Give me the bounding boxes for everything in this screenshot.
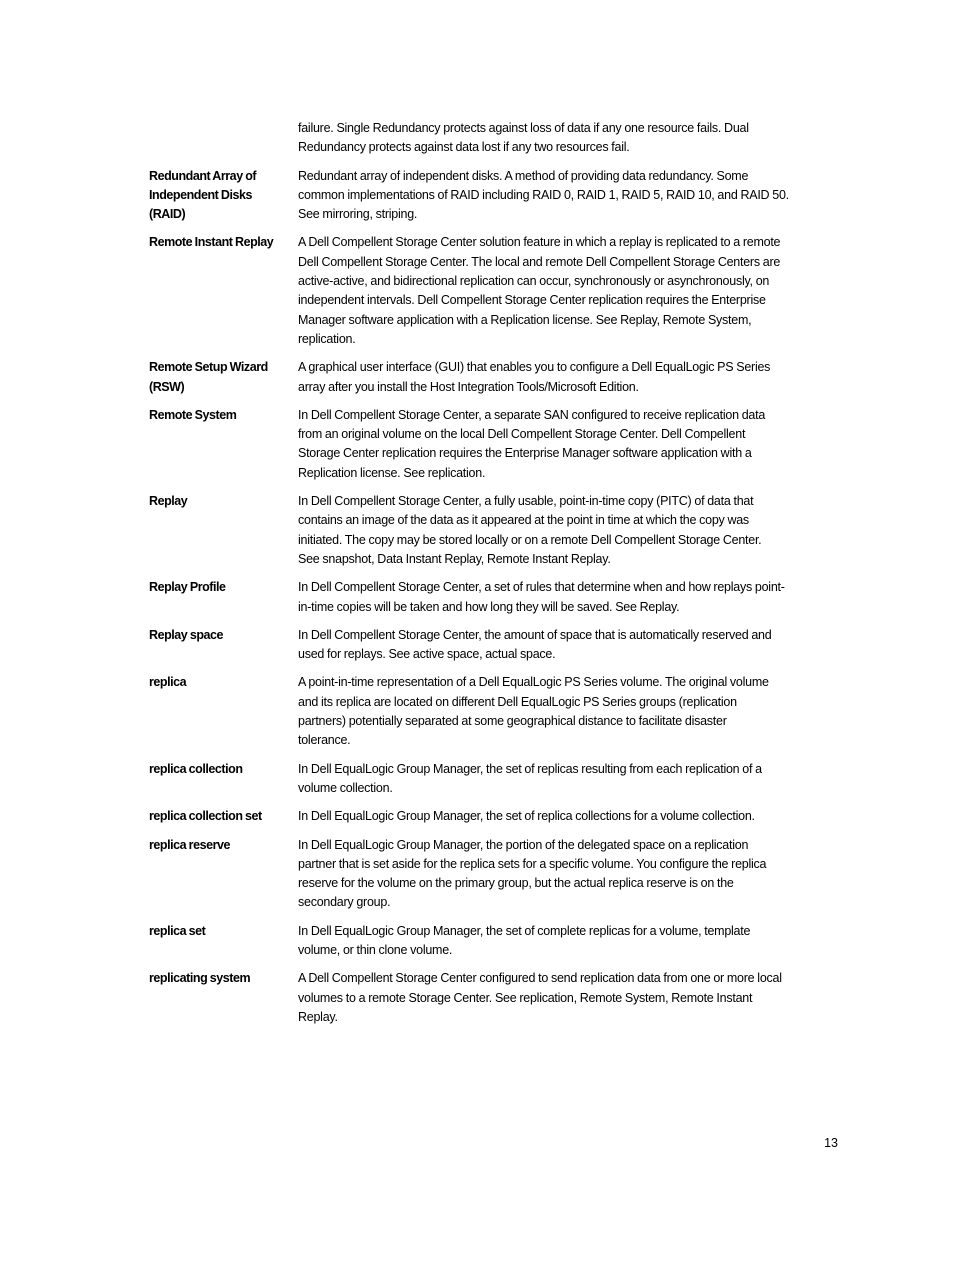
glossary-definition: failure. Single Redundancy protects against loss of data if any one resource fails. Dual Redundancy protects against data lost if any two resources fail. (298, 121, 749, 155)
glossary-definition: In Dell Compellent Storage Center, the amount of space that is automatically reserved and used for replays. See active space, actual space. (298, 627, 772, 662)
glossary-term: Replay space (149, 627, 224, 642)
glossary-definition: In Dell Compellent Storage Center, a set of rules that determine when and how replays point- in-time copies will be taken and how long they will be saved. See Replay. (298, 580, 785, 614)
glossary-definition: A graphical user interface (GUI) that enables you to configure a Dell EqualLogic PS Series array after you install the Host Integration Tools/Microsoft Edition. (298, 360, 771, 394)
glossary-term: Replay (149, 494, 188, 509)
glossary-entry (149, 119, 837, 158)
glossary-definition: In Dell EqualLogic Group Manager, the set of replicas resulting from each replication of a volume collection. (298, 761, 762, 795)
glossary-definition: In Dell Compellent Storage Center, a separate SAN configured to receive replication data from an original volume on the local Dell Compellent Storage Center. Dell Compellent Storage Center replication requires the Enterprise Manager software application with a Replication license. See replication. (298, 407, 766, 480)
glossary-entry (149, 836, 837, 913)
glossary-entry (149, 760, 837, 799)
page-number: 13 (824, 1136, 838, 1150)
glossary-definition: A point-in-time representation of a Dell EqualLogic PS Series volume. The original volume and its replica are located on different Dell EqualLogic PS Series groups (replication partners) potentially separated at some geographical distance to facilitate disaster tolerance. (298, 675, 769, 748)
glossary-entry (149, 578, 837, 617)
glossary-definition: A Dell Compellent Storage Center configured to send replication data from one or more local volumes to a remote Storage Center. See replication, Remote System, Remote Instant Replay. (298, 971, 782, 1024)
glossary-entry (149, 807, 837, 826)
glossary-term: Replay Profile (149, 580, 226, 595)
glossary-term: replicating system (149, 971, 251, 986)
glossary-term: replica reserve (149, 837, 231, 852)
glossary-entry (149, 969, 837, 1027)
glossary-entry (149, 673, 837, 750)
glossary-entry (149, 922, 837, 961)
glossary-term: Remote System (149, 407, 237, 422)
glossary-term: replica set (149, 923, 206, 938)
glossary-entry (149, 233, 837, 349)
glossary-definition: In Dell Compellent Storage Center, a fully usable, point-in-time copy (PITC) of data that contains an image of the data as it appeared at the point in time at which the copy was initiated. The copy may be stored locally or on a remote Dell Compellent Storage Center. See snapshot, Data Instant Replay, Remote Instant Replay. (298, 494, 762, 566)
glossary-term: replica collection set (149, 809, 262, 824)
glossary-definition: In Dell EqualLogic Group Manager, the portion of the delegated space on a replication partner that is set aside for the replica sets for a specific volume. You configure the replica reserve for the volume on the primary group, but the actual replica reserve is on the secondary group. (298, 837, 767, 910)
glossary-term: Remote Setup Wizard (RSW) (149, 360, 268, 394)
glossary-term: replica collection (149, 761, 243, 776)
glossary-term: Redundant Array of Independent Disks (RAID) (149, 168, 257, 222)
glossary-definition: In Dell EqualLogic Group Manager, the set of replica collections for a volume collection. (298, 809, 755, 824)
glossary-term: Remote Instant Replay (149, 235, 274, 250)
glossary-term: replica (149, 675, 187, 690)
glossary-entry (149, 358, 837, 397)
glossary-definition: Redundant array of independent disks. A method of providing data redundancy. Some common implementations of RAID including RAID 0, RAID 1, RAID 5, RAID 10, and RAID 50. See mirroring, striping. (298, 168, 789, 222)
glossary-entry (149, 406, 837, 483)
glossary-definition: In Dell EqualLogic Group Manager, the set of complete replicas for a volume, template volume, or thin clone volume. (298, 923, 751, 957)
glossary-entry (149, 167, 837, 225)
glossary-list (149, 119, 837, 1036)
glossary-entry (149, 626, 837, 665)
glossary-definition: A Dell Compellent Storage Center solution feature in which a replay is replicated to a remote Dell Compellent Storage Center. The local and remote Dell Compellent Storage Centers are active-active, and bidirectional replication can occur, synchronously or asynchronously, on independent intervals. Dell Compellent Storage Center replication requires the Enterprise Manager software application with a Replication license. See Replay, Remote System, replication. (298, 235, 781, 346)
glossary-entry (149, 492, 837, 569)
